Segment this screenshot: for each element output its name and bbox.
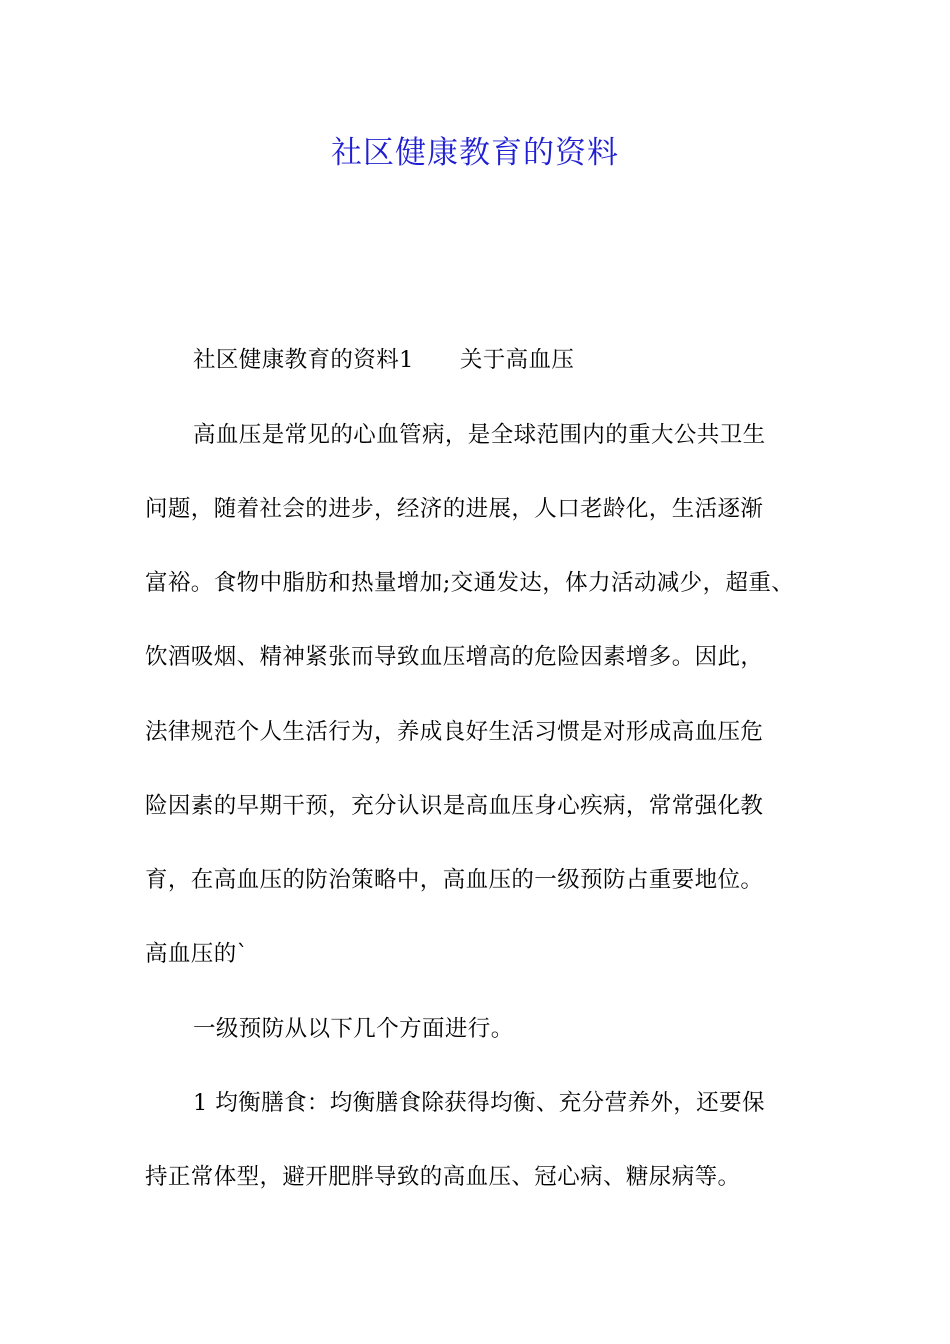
section-heading bbox=[193, 340, 574, 380]
page-title: 社区健康教育的资料 bbox=[331, 135, 619, 171]
section-heading-topic: 关于高血压 bbox=[459, 347, 575, 373]
paragraph-line: 高血压的` bbox=[145, 941, 249, 967]
paragraph-line: 富裕。食物中脂肪和热量增加;交通发达，体力活动减少，超重、 bbox=[145, 570, 795, 596]
section-heading-number: 社区健康教育的资料1 bbox=[193, 347, 414, 373]
paragraph-line: 问题，随着社会的进步，经济的进展，人口老龄化，生活逐渐 bbox=[145, 496, 764, 522]
paragraph-line: 高血压是常见的心血管病，是全球范围内的重大公共卫生 bbox=[193, 422, 766, 448]
paragraph-line: 持正常体型，避开肥胖导致的高血压、冠心病、糖尿病等。 bbox=[145, 1164, 741, 1190]
paragraph-line: 一级预防从以下几个方面进行。 bbox=[193, 1016, 514, 1042]
paragraph-line: 法律规范个人生活行为，养成良好生活习惯是对形成高血压危 bbox=[145, 719, 764, 745]
paragraph-line: 险因素的早期干预，充分认识是高血压身心疾病，常常强化教 bbox=[145, 793, 764, 819]
paragraph-line: 育，在高血压的防治策略中，高血压的一级预防占重要地位。 bbox=[145, 867, 764, 893]
paragraph-line: 1 均衡膳食：均衡膳食除获得均衡、充分营养外，还要保 bbox=[193, 1090, 765, 1116]
paragraph-line: 饮酒吸烟、精神紧张而导致血压增高的危险因素增多。因此， bbox=[145, 644, 764, 670]
